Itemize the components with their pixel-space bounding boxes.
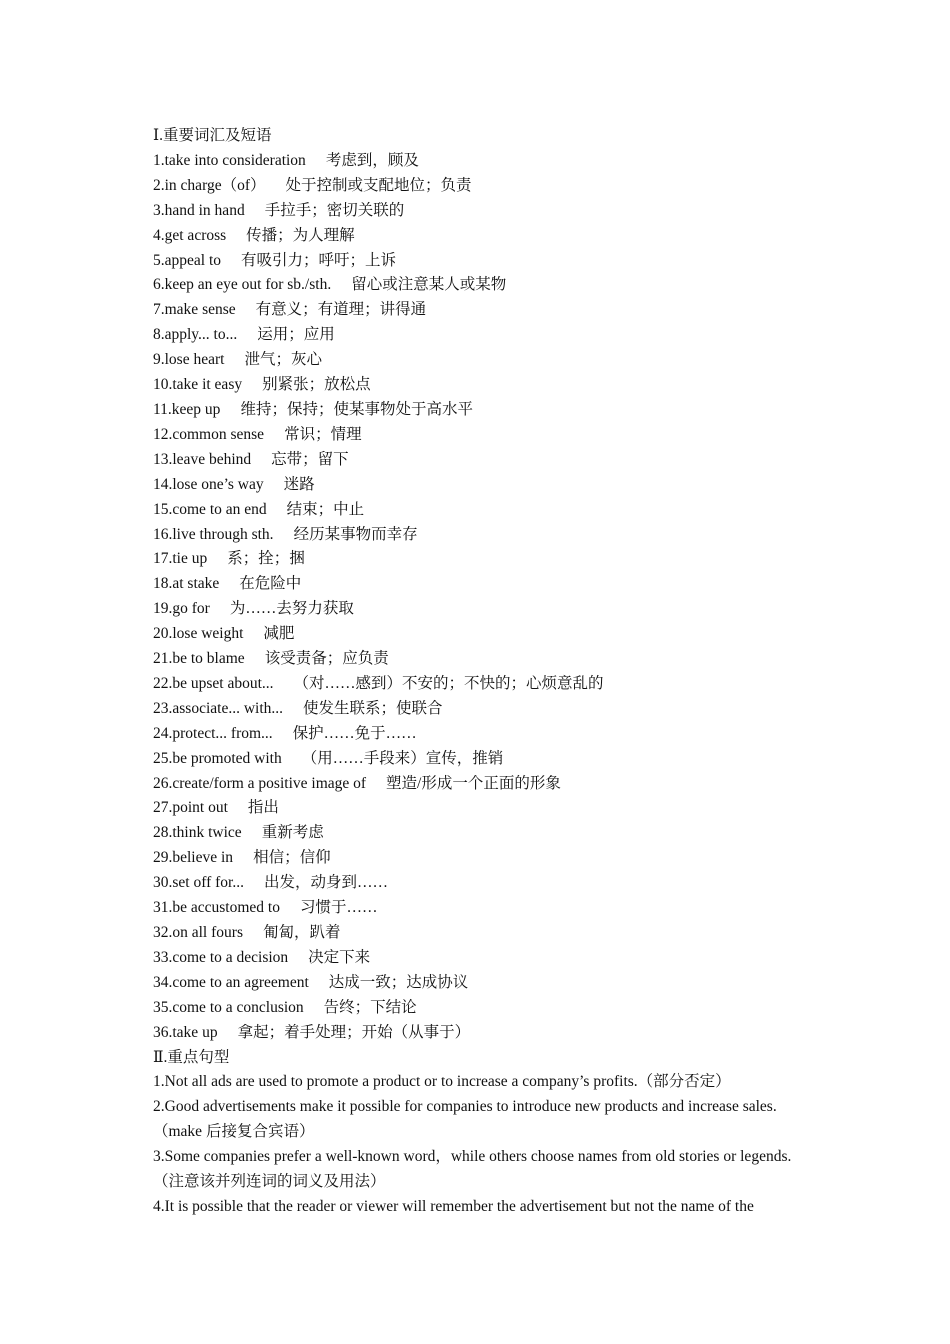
vocab-chinese: 相信；信仰 <box>253 849 331 867</box>
vocab-english: 17.tie up <box>153 550 208 568</box>
vocab-english: 10.take it easy <box>153 376 243 394</box>
vocab-chinese: 有意义；有道理；讲得通 <box>255 301 427 319</box>
sentence-item: 2.Good advertisements make it possible for companies to introduce new products and increase sales.（make 后接复合宾语） <box>153 1098 777 1141</box>
vocab-chinese: 处于控制或支配地位；负责 <box>285 176 472 194</box>
vocab-chinese: 为……去努力获取 <box>229 600 354 618</box>
vocab-chinese: 留心或注意某人或某物 <box>351 276 507 294</box>
vocab-english: 15.come to an end <box>153 500 267 518</box>
vocab-item <box>153 722 813 747</box>
sentence-item: 4.It is possible that the reader or viewer will remember the advertisement but not the name of the <box>153 1197 754 1215</box>
vocab-chinese: 习惯于…… <box>299 899 378 917</box>
vocab-english: 33.come to a decision <box>153 948 289 966</box>
document-page <box>153 124 813 1220</box>
vocab-chinese: 传播；为人理解 <box>246 226 355 244</box>
vocab-chinese: 别紧张；放松点 <box>262 376 371 394</box>
vocab-item <box>153 622 813 647</box>
vocab-chinese: 匍匐，趴着 <box>262 924 341 941</box>
vocab-english: 21.be to blame <box>153 650 245 668</box>
vocab-chinese: 手拉手；密切关联的 <box>264 201 405 219</box>
vocab-item <box>153 821 813 846</box>
vocab-item <box>153 199 813 224</box>
vocab-item <box>153 647 813 672</box>
sentence-item: 1.Not all ads are used to promote a product or to increase a company’s profits.（部分否定） <box>153 1073 731 1091</box>
vocab-english: 3.hand in hand <box>153 201 245 219</box>
vocab-chinese: 结束；中止 <box>286 500 365 518</box>
section-heading-sentences: Ⅱ.重点句型 <box>153 1048 230 1066</box>
vocab-item <box>153 996 813 1021</box>
vocab-chinese: 告终；下结论 <box>323 998 417 1016</box>
vocab-item <box>153 448 813 473</box>
vocab-chinese: 达成一致；达成协议 <box>328 973 469 991</box>
sentence-list <box>153 1070 813 1219</box>
vocab-chinese: 重新考虑 <box>261 824 324 842</box>
sentence-item: 3.Some companies prefer a well-known word，while others choose names from old stories or legends.（注意该并列连词的词义及用法） <box>153 1148 792 1191</box>
vocab-item <box>153 697 813 722</box>
vocab-item <box>153 772 813 797</box>
vocab-item <box>153 547 813 572</box>
vocab-chinese: 在危险中 <box>239 575 302 593</box>
vocab-chinese: 常识；情理 <box>284 425 362 443</box>
vocab-chinese: 经历某事物而幸存 <box>293 525 418 543</box>
vocab-item <box>153 398 813 423</box>
vocab-chinese: 迷路 <box>283 475 315 493</box>
vocab-english: 23.associate... with... <box>153 699 284 717</box>
vocab-english: 34.come to an agreement <box>153 973 309 991</box>
vocab-item <box>153 747 813 772</box>
vocab-english: 35.come to a conclusion <box>153 998 304 1016</box>
vocab-english: 1.take into consideration <box>153 151 306 169</box>
vocab-item <box>153 149 813 174</box>
vocab-english: 11.keep up <box>153 400 221 418</box>
vocab-chinese: 使发生联系；使联合 <box>303 699 443 717</box>
vocab-item <box>153 971 813 996</box>
vocab-english: 8.apply... to... <box>153 326 238 344</box>
vocab-english: 25.be promoted with <box>153 749 282 767</box>
vocab-item <box>153 1021 813 1046</box>
vocab-english: 9.lose heart <box>153 351 225 369</box>
vocab-english: 24.protect... from... <box>153 724 273 742</box>
vocab-english: 26.create/form a positive image of <box>153 774 367 792</box>
vocab-item <box>153 423 813 448</box>
vocab-chinese: 出发，动身到…… <box>263 874 388 892</box>
vocab-chinese: 该受责备；应负责 <box>264 650 389 668</box>
vocab-english: 4.get across <box>153 226 227 244</box>
vocab-english: 16.live through sth. <box>153 525 274 543</box>
vocab-english: 30.set off for... <box>153 874 244 892</box>
vocab-item <box>153 348 813 373</box>
vocab-chinese: 塑造/形成一个正面的形象 <box>386 774 561 792</box>
vocab-english: 2.in charge（of） <box>153 176 266 194</box>
vocab-chinese: 决定下来 <box>308 948 371 966</box>
vocab-item <box>153 523 813 548</box>
vocab-english: 18.at stake <box>153 575 220 593</box>
vocab-english: 19.go for <box>153 600 210 618</box>
vocab-item <box>153 871 813 896</box>
vocabulary-list <box>153 149 813 1046</box>
vocab-chinese: 泄气；灰心 <box>244 351 322 369</box>
vocab-english: 13.leave behind <box>153 450 252 468</box>
vocab-english: 36.take up <box>153 1023 218 1041</box>
vocab-chinese: 指出 <box>247 799 279 817</box>
vocab-item <box>153 249 813 274</box>
vocab-chinese: 考虑到，顾及 <box>325 151 419 169</box>
vocab-chinese: （用……手段来）宣传，推销 <box>301 749 504 767</box>
vocab-english: 29.believe in <box>153 849 234 867</box>
vocab-item <box>153 224 813 249</box>
section-heading-vocabulary: Ⅰ.重要词汇及短语 <box>153 127 272 144</box>
vocab-item <box>153 174 813 199</box>
vocab-english: 27.point out <box>153 799 228 817</box>
vocab-item <box>153 846 813 871</box>
vocab-english: 14.lose one’s way <box>153 475 264 493</box>
vocab-english: 22.be upset about... <box>153 674 274 692</box>
vocab-item <box>153 597 813 622</box>
vocab-chinese: 拿起；着手处理；开始（从事于） <box>237 1023 471 1041</box>
vocab-item <box>153 946 813 971</box>
vocab-chinese: （对……感到）不安的；不快的；心烦意乱的 <box>293 674 604 692</box>
vocab-item <box>153 896 813 921</box>
vocab-english: 5.appeal to <box>153 251 222 269</box>
vocab-item <box>153 298 813 323</box>
vocab-english: 6.keep an eye out for sb./sth. <box>153 276 332 294</box>
vocab-item <box>153 921 813 946</box>
vocab-english: 31.be accustomed to <box>153 899 280 917</box>
vocab-english: 12.common sense <box>153 425 265 443</box>
vocab-item <box>153 672 813 697</box>
vocab-chinese: 运用；应用 <box>257 326 335 344</box>
vocab-item <box>153 498 813 523</box>
vocab-english: 20.lose weight <box>153 625 244 643</box>
vocab-item <box>153 373 813 398</box>
vocab-chinese: 维持；保持；使某事物处于高水平 <box>240 400 473 418</box>
vocab-chinese: 忘带；留下 <box>271 450 349 468</box>
vocab-item <box>153 572 813 597</box>
vocab-item <box>153 796 813 821</box>
vocab-chinese: 减肥 <box>263 625 295 643</box>
vocab-item <box>153 323 813 348</box>
vocab-english: 7.make sense <box>153 301 236 319</box>
vocab-chinese: 系；拴；捆 <box>227 550 305 568</box>
vocab-item <box>153 473 813 498</box>
vocab-english: 28.think twice <box>153 824 242 842</box>
vocab-english: 32.on all fours <box>153 924 243 941</box>
vocab-item <box>153 273 813 298</box>
vocab-chinese: 有吸引力；呼吁；上诉 <box>241 251 397 269</box>
vocab-chinese: 保护……免于…… <box>292 724 417 742</box>
